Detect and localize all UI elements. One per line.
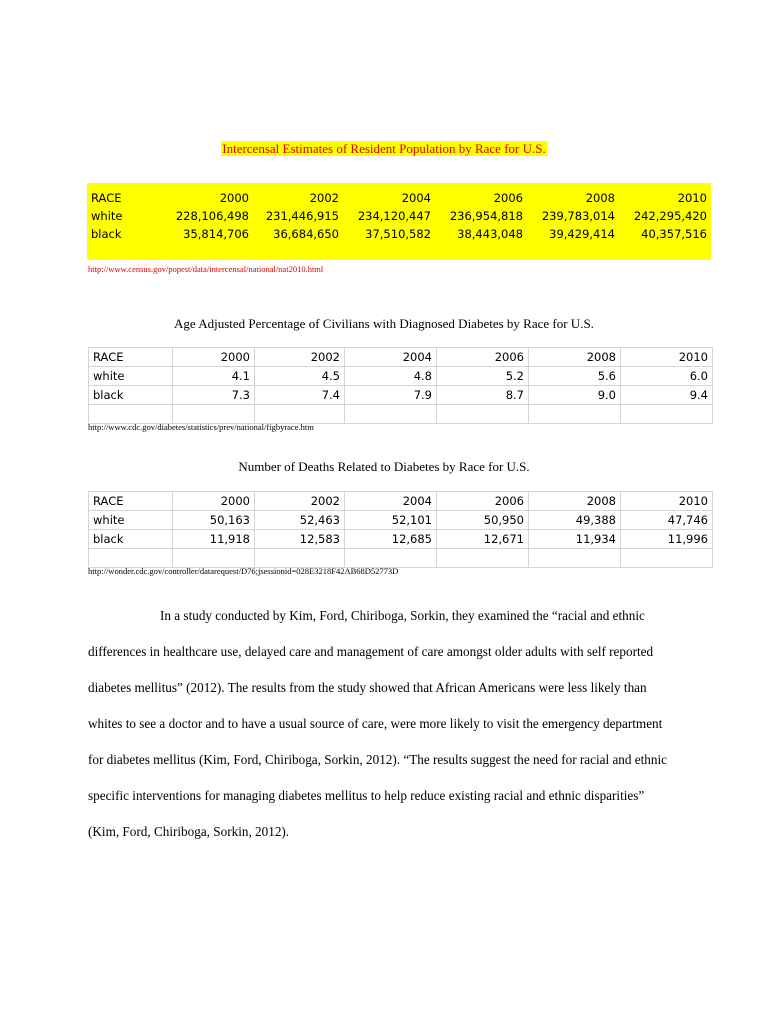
table-cell: 6.0 (621, 367, 713, 386)
table-cell: 11,934 (529, 530, 621, 549)
table-row (89, 367, 713, 386)
header-cell: 2004 (345, 492, 437, 511)
table-cell: 239,783,014 (541, 209, 615, 223)
table-cell: white (91, 209, 123, 223)
header-cell: 2010 (677, 191, 707, 205)
table-cell: 52,101 (345, 511, 437, 530)
table-header-row (89, 492, 713, 511)
table2-title: Age Adjusted Percentage of Civilians with Diagnosed Diabetes by Race for U.S. (174, 316, 594, 331)
body-paragraph-text: In a study conducted by Kim, Ford, Chiriboga, Sorkin, they examined the “racial and ethnic differences in healthcare use, delayed care and management of care amongst older adults with self reported diabetes mellitus” (2012). The results from the study showed that African Americans were less likely than whites to see a doctor and to have a usual source of care, were more likely to visit the emergency department for diabetes mellitus (Kim, Ford, Chiriboga, Sorkin, 2012). “The results suggest the need for racial and ethnic specific interventions for managing diabetes mellitus to help reduce existing racial and ethnic disparities” (Kim, Ford, Chiriboga, Sorkin, 2012). (88, 608, 668, 839)
empty-cell (89, 549, 173, 568)
table1-source-link[interactable]: http://www.census.gov/popest/data/intercensal/national/nat2010.html (88, 264, 324, 274)
table-row (89, 530, 713, 549)
table-cell: 236,954,818 (449, 209, 523, 223)
table-header-row (87, 189, 711, 207)
table-cell: 5.2 (437, 367, 529, 386)
empty-cell (621, 549, 713, 568)
empty-cell (255, 405, 345, 424)
empty-cell (173, 549, 255, 568)
table-cell: 12,685 (345, 530, 437, 549)
diabetes-percentage-table (88, 347, 713, 424)
empty-cell (621, 405, 713, 424)
empty-cell (529, 405, 621, 424)
table-cell: 50,163 (173, 511, 255, 530)
empty-cell (529, 549, 621, 568)
table-cell: 12,583 (255, 530, 345, 549)
empty-cell (173, 405, 255, 424)
table-cell: 40,357,516 (641, 227, 707, 241)
header-cell: 2002 (255, 492, 345, 511)
header-cell: 2002 (255, 348, 345, 367)
diabetes-deaths-table (88, 491, 713, 568)
table-cell: white (89, 511, 173, 530)
table-cell: 37,510,582 (365, 227, 431, 241)
table-row (87, 207, 711, 225)
body-paragraph (88, 598, 678, 850)
table-cell: 4.1 (173, 367, 255, 386)
table-cell: 242,295,420 (633, 209, 707, 223)
table-header-row (89, 348, 713, 367)
empty-cell (345, 405, 437, 424)
table-cell: 7.9 (345, 386, 437, 405)
empty-cell (255, 549, 345, 568)
empty-cell (437, 549, 529, 568)
header-cell: 2004 (401, 191, 431, 205)
table1-title: Intercensal Estimates of Resident Population by Race for U.S. (222, 141, 546, 156)
table-row (89, 386, 713, 405)
table-cell: 9.0 (529, 386, 621, 405)
table-cell: 39,429,414 (549, 227, 615, 241)
table-cell: 49,388 (529, 511, 621, 530)
header-cell: 2000 (173, 348, 255, 367)
header-cell: 2006 (437, 492, 529, 511)
header-cell: 2000 (173, 492, 255, 511)
header-cell: RACE (91, 191, 122, 205)
table-cell: 7.3 (173, 386, 255, 405)
table2-source-link[interactable]: http://www.cdc.gov/diabetes/statistics/prev/national/figbyrace.htm (88, 422, 314, 432)
table-cell: 7.4 (255, 386, 345, 405)
header-cell: 2010 (621, 492, 713, 511)
table-cell: 5.6 (529, 367, 621, 386)
table-cell: white (89, 367, 173, 386)
table-cell: 36,684,650 (273, 227, 339, 241)
header-cell: 2004 (345, 348, 437, 367)
table3-source-link[interactable]: http://wonder.cdc.gov/controller/datarequest/D76;jsessionid=028E3218F42AB68D52773D (88, 566, 399, 576)
table-cell: black (89, 386, 173, 405)
table-cell: 4.8 (345, 367, 437, 386)
header-cell: RACE (89, 348, 173, 367)
population-table (87, 189, 711, 243)
header-cell: 2008 (585, 191, 615, 205)
header-cell: 2010 (621, 348, 713, 367)
header-cell: 2006 (437, 348, 529, 367)
table-cell: black (91, 227, 122, 241)
table1-highlight-block (87, 183, 711, 260)
table-cell: 8.7 (437, 386, 529, 405)
header-cell: 2002 (309, 191, 339, 205)
table-cell: 234,120,447 (357, 209, 431, 223)
empty-cell (89, 405, 173, 424)
table-cell: 52,463 (255, 511, 345, 530)
table-cell: 11,996 (621, 530, 713, 549)
table-cell: 47,746 (621, 511, 713, 530)
table-empty-row (89, 405, 713, 424)
empty-cell (345, 549, 437, 568)
table-cell: 228,106,498 (175, 209, 249, 223)
table-cell: 38,443,048 (457, 227, 523, 241)
table-cell: 50,950 (437, 511, 529, 530)
table-cell: 9.4 (621, 386, 713, 405)
header-cell: 2008 (529, 492, 621, 511)
table-cell: 231,446,915 (265, 209, 339, 223)
table-cell: 4.5 (255, 367, 345, 386)
table-empty-row (89, 549, 713, 568)
header-cell: 2008 (529, 348, 621, 367)
table-cell: black (89, 530, 173, 549)
table-cell: 12,671 (437, 530, 529, 549)
table-row (89, 511, 713, 530)
table-row (87, 225, 711, 243)
table-cell: 11,918 (173, 530, 255, 549)
table-cell: 35,814,706 (183, 227, 249, 241)
header-cell: 2006 (493, 191, 523, 205)
empty-cell (437, 405, 529, 424)
header-cell: RACE (89, 492, 173, 511)
header-cell: 2000 (219, 191, 249, 205)
table3-title: Number of Deaths Related to Diabetes by Race for U.S. (238, 459, 530, 474)
